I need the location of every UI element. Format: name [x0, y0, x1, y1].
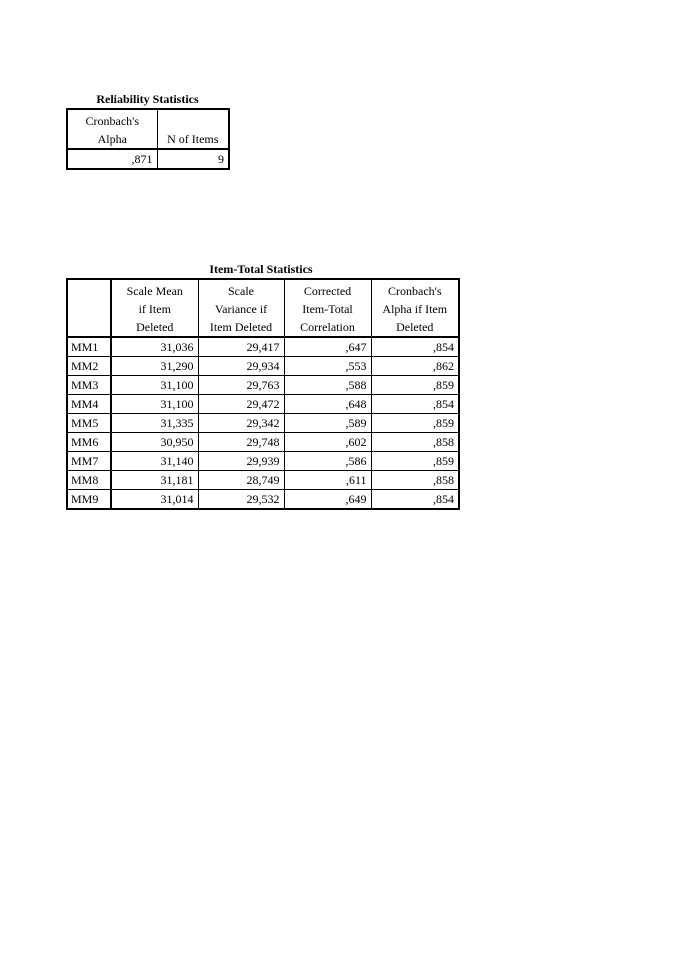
row-label: MM7 [67, 452, 111, 471]
table-row [67, 490, 459, 510]
header-alpha-if-deleted [371, 279, 459, 337]
row-label: MM1 [67, 337, 111, 357]
correlation-cell: ,647 [284, 337, 371, 357]
table-row [67, 395, 459, 414]
table-row [67, 337, 459, 357]
header-cronbach-alpha [67, 109, 157, 149]
scale-variance-cell: 29,342 [198, 414, 284, 433]
scale-mean-cell: 31,290 [111, 357, 198, 376]
table-row [67, 433, 459, 452]
correlation-cell: ,586 [284, 452, 371, 471]
item-total-header-row [67, 279, 459, 337]
header-line: if Item [138, 302, 171, 316]
scale-mean-cell: 30,950 [111, 433, 198, 452]
scale-variance-cell: 29,763 [198, 376, 284, 395]
header-line: N of Items [167, 132, 219, 146]
header-line: Corrected [303, 284, 352, 298]
table-row [67, 149, 229, 169]
alpha-if-deleted-cell: ,854 [371, 337, 459, 357]
scale-variance-cell: 29,472 [198, 395, 284, 414]
header-corrected-correlation [284, 279, 371, 337]
header-line: Scale [228, 284, 254, 298]
header-scale-mean [111, 279, 198, 337]
header-line: Scale Mean [126, 284, 183, 298]
reliability-header-row [67, 109, 229, 149]
row-label: MM8 [67, 471, 111, 490]
alpha-if-deleted-cell: ,862 [371, 357, 459, 376]
alpha-if-deleted-cell: ,859 [371, 414, 459, 433]
item-total-title: Item-Total Statistics [209, 262, 313, 276]
row-label: MM5 [67, 414, 111, 433]
table-row [67, 414, 459, 433]
table-row [67, 471, 459, 490]
correlation-cell: ,602 [284, 433, 371, 452]
row-label: MM2 [67, 357, 111, 376]
scale-variance-cell: 29,532 [198, 490, 284, 510]
header-line: Alpha if Item [382, 302, 448, 316]
correlation-cell: ,588 [284, 376, 371, 395]
scale-mean-cell: 31,335 [111, 414, 198, 433]
correlation-cell: ,611 [284, 471, 371, 490]
row-label: MM4 [67, 395, 111, 414]
header-line: Correlation [300, 320, 355, 334]
scale-mean-cell: 31,036 [111, 337, 198, 357]
header-line: Variance if [214, 302, 268, 316]
correlation-cell: ,648 [284, 395, 371, 414]
scale-variance-cell: 29,934 [198, 357, 284, 376]
scale-mean-cell: 31,014 [111, 490, 198, 510]
scale-variance-cell: 29,939 [198, 452, 284, 471]
alpha-if-deleted-cell: ,858 [371, 433, 459, 452]
scale-variance-cell: 29,748 [198, 433, 284, 452]
alpha-if-deleted-cell: ,854 [371, 490, 459, 510]
row-label: MM6 [67, 433, 111, 452]
correlation-cell: ,589 [284, 414, 371, 433]
alpha-if-deleted-cell: ,859 [371, 376, 459, 395]
alpha-if-deleted-cell: ,854 [371, 395, 459, 414]
header-line: Item Deleted [209, 320, 273, 334]
header-line: Alpha [97, 132, 127, 146]
scale-mean-cell: 31,181 [111, 471, 198, 490]
table-row [67, 376, 459, 395]
header-line: Item-Total [302, 302, 353, 316]
header-corner [67, 279, 111, 337]
header-line: Deleted [136, 320, 174, 334]
reliability-table [66, 108, 230, 170]
header-line: Cronbach's [388, 284, 442, 298]
scale-variance-cell: 29,417 [198, 337, 284, 357]
header-line: Cronbach's [85, 114, 139, 128]
item-total-body [67, 337, 459, 509]
table-row [67, 357, 459, 376]
header-scale-variance [198, 279, 284, 337]
alpha-value: ,871 [67, 149, 157, 169]
scale-variance-cell: 28,749 [198, 471, 284, 490]
reliability-title: Reliability Statistics [96, 92, 199, 106]
header-n-of-items [157, 109, 229, 149]
alpha-if-deleted-cell: ,859 [371, 452, 459, 471]
table-row [67, 452, 459, 471]
correlation-cell: ,649 [284, 490, 371, 510]
header-line: Deleted [396, 320, 434, 334]
row-label: MM3 [67, 376, 111, 395]
row-label: MM9 [67, 490, 111, 510]
correlation-cell: ,553 [284, 357, 371, 376]
item-total-table [66, 278, 460, 510]
scale-mean-cell: 31,140 [111, 452, 198, 471]
scale-mean-cell: 31,100 [111, 376, 198, 395]
n-items-value: 9 [157, 149, 229, 169]
scale-mean-cell: 31,100 [111, 395, 198, 414]
alpha-if-deleted-cell: ,858 [371, 471, 459, 490]
